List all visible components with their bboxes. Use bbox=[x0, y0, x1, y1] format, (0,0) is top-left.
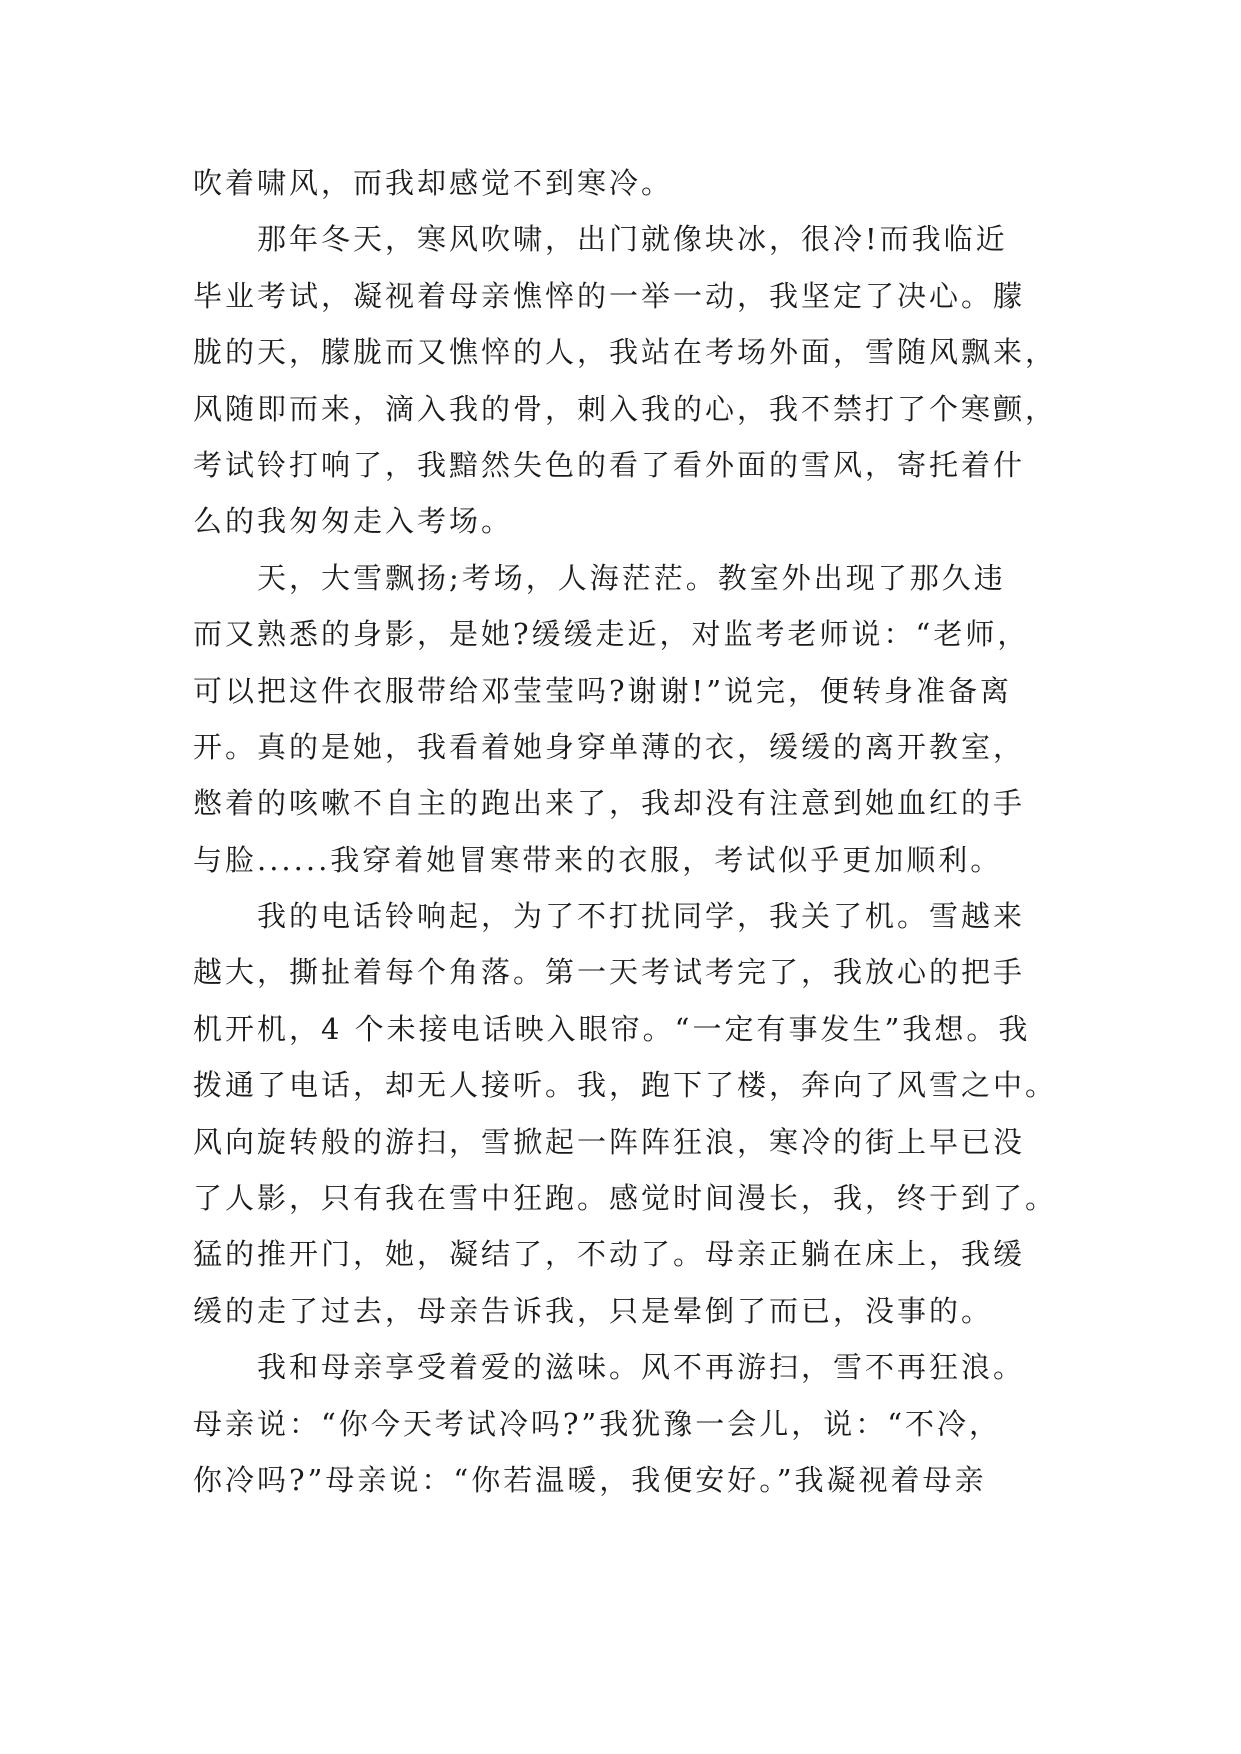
paragraph-first-line: 天，大雪飘扬;考场，人海茫茫。教室外出现了那久违 bbox=[257, 560, 1006, 595]
text-line: 风随即而来，滴入我的骨，刺入我的心，我不禁打了个寒颤， bbox=[193, 391, 1058, 426]
text-line: 了人影，只有我在雪中狂跑。感觉时间漫长，我，终于到了。 bbox=[193, 1181, 1058, 1216]
text-line: 猛的推开门，她，凝结了，不动了。母亲正躺在床上，我缓 bbox=[193, 1237, 1026, 1272]
text-line: 么的我匆匆走入考场。 bbox=[193, 504, 514, 539]
text-line: 而又熟悉的身影，是她?缓缓走近，对监考老师说：“老师， bbox=[193, 617, 1030, 652]
text-line: 可以把这件衣服带给邓莹莹吗?谢谢!”说完，便转身准备离 bbox=[193, 673, 1013, 708]
text-line: 机开机，4 个未接电话映入眼帘。“一定有事发生”我想。我 bbox=[193, 1011, 1031, 1046]
text-line: 憋着的咳嗽不自主的跑出来了，我却没有注意到她血红的手 bbox=[193, 786, 1026, 821]
text-line: 开。真的是她，我看着她身穿单薄的衣，缓缓的离开教室， bbox=[193, 729, 1026, 764]
paragraph-first-line: 那年冬天，寒风吹啸，出门就像块冰，很冷!而我临近 bbox=[257, 222, 1008, 257]
text-line: 拨通了电话，却无人接听。我，跑下了楼，奔向了风雪之中。 bbox=[193, 1068, 1058, 1103]
text-line: 吹着啸风，而我却感觉不到寒冷。 bbox=[193, 166, 674, 200]
text-line: 缓的走了过去，母亲告诉我，只是晕倒了而已，没事的。 bbox=[193, 1293, 994, 1328]
text-line: 母亲说：“你今天考试冷吗?”我犹豫一会儿，说：“不冷， bbox=[193, 1406, 1002, 1441]
essay-body bbox=[193, 155, 1073, 1508]
text-line: 考试铃打响了，我黯然失色的看了看外面的雪风，寄托着什 bbox=[193, 447, 1026, 482]
text-line: 风向旋转般的游扫，雪掀起一阵阵狂浪，寒冷的街上早已没 bbox=[193, 1124, 1026, 1159]
paragraph-first-line: 我和母亲享受着爱的滋味。风不再游扫，雪不再狂浪。 bbox=[257, 1350, 1026, 1385]
text-line: 毕业考试，凝视着母亲憔悴的一举一动，我坚定了决心。朦 bbox=[193, 278, 1026, 313]
text-line: 与脸......我穿着她冒寒带来的衣服，考试似乎更加顺利。 bbox=[193, 842, 1003, 877]
text-line: 你冷吗?”母亲说：“你若温暖，我便安好。”我凝视着母亲 bbox=[193, 1462, 987, 1497]
text-line: 胧的天，朦胧而又憔悴的人，我站在考场外面，雪随风飘来， bbox=[193, 335, 1058, 370]
paragraph-first-line: 我的电话铃响起，为了不打扰同学，我关了机。雪越来 bbox=[257, 899, 1026, 934]
text-line: 越大，撕扯着每个角落。第一天考试考完了，我放心的把手 bbox=[193, 955, 1026, 990]
